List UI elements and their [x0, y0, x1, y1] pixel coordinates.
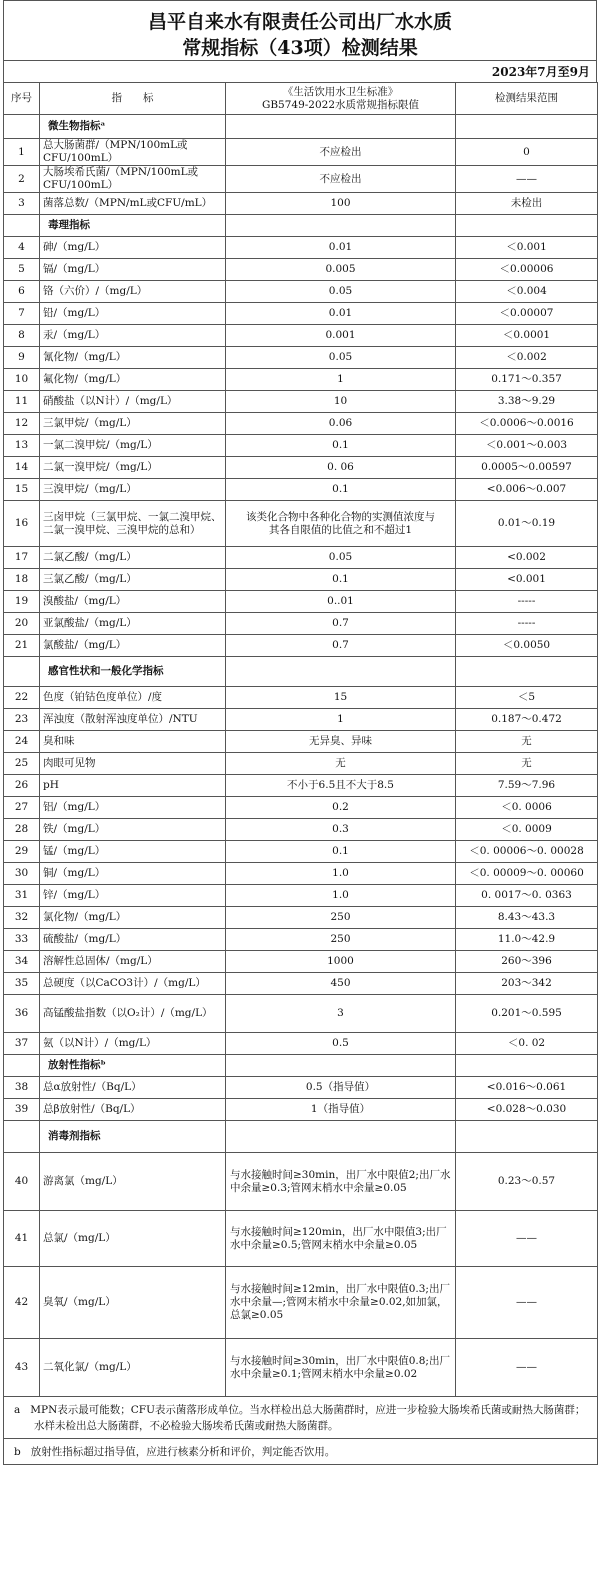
table-row — [4, 435, 598, 457]
row-indicator: 浑浊度（散射浑浊度单位）/NTU — [40, 709, 226, 731]
table-row — [4, 819, 598, 841]
row-number: 40 — [4, 1153, 40, 1211]
row-number: 20 — [4, 613, 40, 635]
row-result: 3.38～9.29 — [456, 391, 598, 413]
table-row — [4, 1077, 598, 1099]
row-limit: 无 — [226, 753, 456, 775]
row-result: <0.002 — [456, 547, 598, 569]
table-row — [4, 479, 598, 501]
section-empty-cell — [226, 1121, 456, 1153]
table-row — [4, 613, 598, 635]
row-number: 23 — [4, 709, 40, 731]
section-no-cell — [4, 657, 40, 687]
row-limit: 不小于6.5且不大于8.5 — [226, 775, 456, 797]
table-row — [4, 391, 598, 413]
table-row — [4, 1153, 598, 1211]
section-empty-cell — [226, 657, 456, 687]
footnote-a — [4, 1397, 598, 1439]
row-limit: 0.01 — [226, 237, 456, 259]
row-number: 32 — [4, 907, 40, 929]
row-limit: 1.0 — [226, 863, 456, 885]
row-result: 无 — [456, 731, 598, 753]
row-limit: 与水接触时间≥12min，出厂水中限值0.3;出厂水中余量—;管网末梢水中余量≥0.02,如加氯，总氯≥0.05 — [226, 1267, 456, 1339]
footnote-b — [4, 1439, 598, 1465]
table-row — [4, 457, 598, 479]
table-row — [4, 166, 598, 193]
row-limit: 0.1 — [226, 569, 456, 591]
row-result: ----- — [456, 591, 598, 613]
row-limit: 450 — [226, 973, 456, 995]
table-row — [4, 709, 598, 731]
row-indicator: 二氧化氯/（mg/L） — [40, 1339, 226, 1397]
row-indicator: 硝酸盐（以N计）/（mg/L） — [40, 391, 226, 413]
row-number: 5 — [4, 259, 40, 281]
row-limit: 0.01 — [226, 303, 456, 325]
table-row — [4, 1033, 598, 1055]
row-number: 33 — [4, 929, 40, 951]
section-no-cell — [4, 115, 40, 139]
table-row — [4, 325, 598, 347]
section-empty-cell — [456, 1121, 598, 1153]
section-empty-cell — [226, 1055, 456, 1077]
row-indicator: 臭和味 — [40, 731, 226, 753]
row-indicator: 游离氯（mg/L） — [40, 1153, 226, 1211]
section-title: 放射性指标ᵇ — [40, 1055, 226, 1077]
section-title: 毒理指标 — [40, 215, 226, 237]
table-row — [4, 973, 598, 995]
row-limit: 0.5 — [226, 1033, 456, 1055]
table-row — [4, 369, 598, 391]
row-limit: 1 — [226, 369, 456, 391]
row-indicator: 二氯乙酸/（mg/L） — [40, 547, 226, 569]
table-row — [4, 193, 598, 215]
row-limit: 0..01 — [226, 591, 456, 613]
row-indicator: 二氯一溴甲烷/（mg/L） — [40, 457, 226, 479]
row-indicator: 总α放射性/（Bq/L） — [40, 1077, 226, 1099]
row-indicator: 大肠埃希氏菌/（MPN/100mL或CFU/100mL） — [40, 166, 226, 193]
section-empty-cell — [226, 215, 456, 237]
results-table — [3, 82, 598, 1465]
row-indicator: 总硬度（以CaCO3计）/（mg/L） — [40, 973, 226, 995]
row-number: 24 — [4, 731, 40, 753]
header-limit-line2: GB5749-2022水质常规指标限值 — [261, 98, 420, 111]
row-indicator: 总氯/（mg/L） — [40, 1211, 226, 1267]
row-number: 43 — [4, 1339, 40, 1397]
row-number: 15 — [4, 479, 40, 501]
section-row — [4, 1055, 598, 1077]
row-limit: 3 — [226, 995, 456, 1033]
row-limit: 1.0 — [226, 885, 456, 907]
row-indicator: 汞/（mg/L） — [40, 325, 226, 347]
row-indicator: 铬（六价）/（mg/L） — [40, 281, 226, 303]
table-row — [4, 591, 598, 613]
row-number: 42 — [4, 1267, 40, 1339]
table-row — [4, 775, 598, 797]
row-number: 22 — [4, 687, 40, 709]
footnote-label: b — [14, 1445, 21, 1458]
row-indicator: 氯化物/（mg/L） — [40, 907, 226, 929]
row-indicator: 砷/（mg/L） — [40, 237, 226, 259]
table-row — [4, 929, 598, 951]
row-number: 12 — [4, 413, 40, 435]
footnote-text: 放射性指标超过指导值，应进行核素分析和评价，判定能否饮用。 — [30, 1445, 336, 1458]
row-result: 0 — [456, 139, 598, 166]
row-result: ＜0.004 — [456, 281, 598, 303]
section-empty-cell — [456, 215, 598, 237]
row-number: 35 — [4, 973, 40, 995]
table-row — [4, 753, 598, 775]
row-number: 18 — [4, 569, 40, 591]
header-row — [4, 83, 598, 115]
row-result: —— — [456, 1211, 598, 1267]
footnote-text: MPN表示最可能数；CFU表示菌落形成单位。当水样检出总大肠菌群时，应进一步检验大肠埃希氏菌或耐热大肠菌群；水样未检出总大肠菌群，不必检验大肠埃希氏菌或耐热大肠菌群。 — [30, 1403, 586, 1432]
row-number: 21 — [4, 635, 40, 657]
row-limit: 0.001 — [226, 325, 456, 347]
row-result: —— — [456, 1339, 598, 1397]
table-row — [4, 731, 598, 753]
row-result: ＜0. 00006～0. 00028 — [456, 841, 598, 863]
table-row — [4, 995, 598, 1033]
row-number: 37 — [4, 1033, 40, 1055]
row-limit: 0.05 — [226, 547, 456, 569]
row-number: 29 — [4, 841, 40, 863]
row-number: 14 — [4, 457, 40, 479]
section-row — [4, 115, 598, 139]
row-number: 38 — [4, 1077, 40, 1099]
row-indicator: 肉眼可见物 — [40, 753, 226, 775]
table-row — [4, 1339, 598, 1397]
table-row — [4, 687, 598, 709]
table-row — [4, 797, 598, 819]
row-indicator: 铅/（mg/L） — [40, 303, 226, 325]
row-number: 39 — [4, 1099, 40, 1121]
row-result: <0.016～0.061 — [456, 1077, 598, 1099]
row-indicator: 铝/（mg/L） — [40, 797, 226, 819]
row-limit: 与水接触时间≥120min，出厂水中限值3;出厂水中余量≥0.5;管网末梢水中余量≥0.05 — [226, 1211, 456, 1267]
row-number: 36 — [4, 995, 40, 1033]
row-indicator: 锰/（mg/L） — [40, 841, 226, 863]
row-indicator: 色度（铂钴色度单位）/度 — [40, 687, 226, 709]
row-result: —— — [456, 1267, 598, 1339]
row-number: 25 — [4, 753, 40, 775]
row-number: 27 — [4, 797, 40, 819]
section-no-cell — [4, 1121, 40, 1153]
section-row — [4, 657, 598, 687]
row-number: 26 — [4, 775, 40, 797]
row-number: 6 — [4, 281, 40, 303]
row-limit: 0.5（指导值） — [226, 1077, 456, 1099]
section-no-cell — [4, 1055, 40, 1077]
row-number: 4 — [4, 237, 40, 259]
table-row — [4, 569, 598, 591]
row-limit: 0.1 — [226, 841, 456, 863]
section-title: 微生物指标ᵃ — [40, 115, 226, 139]
row-number: 3 — [4, 193, 40, 215]
row-limit: 100 — [226, 193, 456, 215]
row-result: 0.01～0.19 — [456, 501, 598, 547]
row-result: 无 — [456, 753, 598, 775]
row-limit: 0.1 — [226, 479, 456, 501]
row-indicator: 高锰酸盐指数（以O₂计）/（mg/L） — [40, 995, 226, 1033]
row-limit: 无异臭、异味 — [226, 731, 456, 753]
row-indicator: 氨（以N计）/（mg/L） — [40, 1033, 226, 1055]
row-result: ＜0.00007 — [456, 303, 598, 325]
row-limit: 250 — [226, 929, 456, 951]
row-limit: 0.2 — [226, 797, 456, 819]
section-row — [4, 1121, 598, 1153]
row-limit: 1000 — [226, 951, 456, 973]
row-number: 41 — [4, 1211, 40, 1267]
row-limit: 0.005 — [226, 259, 456, 281]
row-indicator: 氯酸盐/（mg/L） — [40, 635, 226, 657]
row-number: 31 — [4, 885, 40, 907]
table-row — [4, 547, 598, 569]
row-limit: 1 — [226, 709, 456, 731]
row-result: ＜0.0050 — [456, 635, 598, 657]
row-result: 0.23～0.57 — [456, 1153, 598, 1211]
table-row — [4, 841, 598, 863]
row-limit: 不应检出 — [226, 166, 456, 193]
row-result: <0.028～0.030 — [456, 1099, 598, 1121]
row-number: 30 — [4, 863, 40, 885]
row-result: 203～342 — [456, 973, 598, 995]
header-no: 序号 — [4, 83, 40, 115]
row-limit: 与水接触时间≥30min，出厂水中限值2;出厂水中余量≥0.3;管网末梢水中余量≥0.05 — [226, 1153, 456, 1211]
report-sheet — [3, 0, 597, 1465]
row-result: ＜0.002 — [456, 347, 598, 369]
row-limit: 与水接触时间≥30min，出厂水中限值0.8;出厂水中余量≥0.1;管网末梢水中余量≥0.02 — [226, 1339, 456, 1397]
row-result: 未检出 — [456, 193, 598, 215]
header-result: 检测结果范围 — [456, 83, 598, 115]
table-row — [4, 907, 598, 929]
table-row — [4, 303, 598, 325]
table-row — [4, 635, 598, 657]
section-empty-cell — [456, 657, 598, 687]
section-title: 消毒剂指标 — [40, 1121, 226, 1153]
row-result: 0. 0017～0. 0363 — [456, 885, 598, 907]
row-limit: 不应检出 — [226, 139, 456, 166]
row-result: 0.171～0.357 — [456, 369, 598, 391]
row-number: 17 — [4, 547, 40, 569]
row-result: <0.001 — [456, 569, 598, 591]
row-limit: 0.7 — [226, 635, 456, 657]
row-indicator: 溶解性总固体/（mg/L） — [40, 951, 226, 973]
row-limit: 0. 06 — [226, 457, 456, 479]
header-item: 指 标 — [40, 83, 226, 115]
section-empty-cell — [456, 115, 598, 139]
row-result: 7.59～7.96 — [456, 775, 598, 797]
row-indicator: 硫酸盐/（mg/L） — [40, 929, 226, 951]
row-indicator: 总β放射性/（Bq/L） — [40, 1099, 226, 1121]
row-indicator: 三卤甲烷（三氯甲烷、一氯二溴甲烷、二氯一溴甲烷、三溴甲烷的总和） — [40, 501, 226, 547]
row-result: ＜0. 0006 — [456, 797, 598, 819]
row-indicator: 铜/（mg/L） — [40, 863, 226, 885]
row-number: 34 — [4, 951, 40, 973]
row-limit: 0.06 — [226, 413, 456, 435]
row-indicator: 锌/（mg/L） — [40, 885, 226, 907]
row-result: ＜0.0001 — [456, 325, 598, 347]
table-row — [4, 1211, 598, 1267]
row-indicator: 菌落总数/（MPN/mL或CFU/mL） — [40, 193, 226, 215]
header-limit — [226, 83, 456, 115]
row-indicator: 总大肠菌群/（MPN/100mL或CFU/100mL） — [40, 139, 226, 166]
row-limit: 0.7 — [226, 613, 456, 635]
row-number: 28 — [4, 819, 40, 841]
row-limit: 10 — [226, 391, 456, 413]
row-limit: 0.1 — [226, 435, 456, 457]
row-limit: 0.05 — [226, 347, 456, 369]
row-result: ＜0. 02 — [456, 1033, 598, 1055]
row-indicator: 铁/（mg/L） — [40, 819, 226, 841]
title-line1: 昌平自来水有限责任公司出厂水水质 — [147, 11, 452, 33]
row-indicator: 三氯甲烷/（mg/L） — [40, 413, 226, 435]
row-indicator: 氰化物/（mg/L） — [40, 347, 226, 369]
footnote-label: a — [14, 1403, 21, 1416]
table-row — [4, 863, 598, 885]
table-row — [4, 237, 598, 259]
row-number: 10 — [4, 369, 40, 391]
row-number: 1 — [4, 139, 40, 166]
section-empty-cell — [226, 115, 456, 139]
row-result: 0.201～0.595 — [456, 995, 598, 1033]
row-number: 7 — [4, 303, 40, 325]
row-result: ＜0.0006～0.0016 — [456, 413, 598, 435]
row-result: 11.0～42.9 — [456, 929, 598, 951]
table-row — [4, 139, 598, 166]
row-result: —— — [456, 166, 598, 193]
table-row — [4, 413, 598, 435]
row-indicator: pH — [40, 775, 226, 797]
row-number: 9 — [4, 347, 40, 369]
row-result: ＜0.001～0.003 — [456, 435, 598, 457]
row-result: ＜5 — [456, 687, 598, 709]
row-result: ＜0. 0009 — [456, 819, 598, 841]
row-number: 8 — [4, 325, 40, 347]
row-indicator: 三氯乙酸/（mg/L） — [40, 569, 226, 591]
section-no-cell — [4, 215, 40, 237]
row-number: 13 — [4, 435, 40, 457]
row-result: ----- — [456, 613, 598, 635]
row-result: 260～396 — [456, 951, 598, 973]
table-row — [4, 501, 598, 547]
row-result: ＜0. 00009～0. 00060 — [456, 863, 598, 885]
report-title — [3, 0, 597, 60]
section-row — [4, 215, 598, 237]
row-indicator: 氟化物/（mg/L） — [40, 369, 226, 391]
row-result: 0.0005～0.00597 — [456, 457, 598, 479]
row-number: 19 — [4, 591, 40, 613]
section-empty-cell — [456, 1055, 598, 1077]
row-limit: 15 — [226, 687, 456, 709]
row-result: ＜0.001 — [456, 237, 598, 259]
row-limit: 0.05 — [226, 281, 456, 303]
table-row — [4, 951, 598, 973]
table-row — [4, 347, 598, 369]
row-number: 2 — [4, 166, 40, 193]
row-limit: 250 — [226, 907, 456, 929]
row-limit: 0.3 — [226, 819, 456, 841]
row-number: 16 — [4, 501, 40, 547]
row-indicator: 一氯二溴甲烷/（mg/L） — [40, 435, 226, 457]
section-title: 感官性状和一般化学指标 — [40, 657, 226, 687]
row-limit: 该类化合物中各种化合物的实测值浓度与其各自限值的比值之和不超过1 — [226, 501, 456, 547]
header-limit-line1: 《生活饮用水卫生标准》 — [282, 85, 399, 98]
row-result: ＜0.00006 — [456, 259, 598, 281]
row-indicator: 臭氧/（mg/L） — [40, 1267, 226, 1339]
period-label: 2023年7月至9月 — [3, 60, 597, 82]
title-line2: 常规指标（43项）检测结果 — [182, 37, 418, 59]
table-row — [4, 281, 598, 303]
row-indicator: 三溴甲烷/（mg/L） — [40, 479, 226, 501]
row-result: 0.187～0.472 — [456, 709, 598, 731]
row-indicator: 亚氯酸盐/（mg/L） — [40, 613, 226, 635]
row-number: 11 — [4, 391, 40, 413]
row-result: 8.43～43.3 — [456, 907, 598, 929]
table-row — [4, 1267, 598, 1339]
table-body — [4, 115, 598, 1465]
row-limit: 1（指导值） — [226, 1099, 456, 1121]
footnote-row — [4, 1397, 598, 1439]
row-indicator: 镉/（mg/L） — [40, 259, 226, 281]
table-row — [4, 1099, 598, 1121]
row-result: <0.006～0.007 — [456, 479, 598, 501]
footnote-row — [4, 1439, 598, 1465]
table-row — [4, 885, 598, 907]
row-indicator: 溴酸盐/（mg/L） — [40, 591, 226, 613]
table-row — [4, 259, 598, 281]
